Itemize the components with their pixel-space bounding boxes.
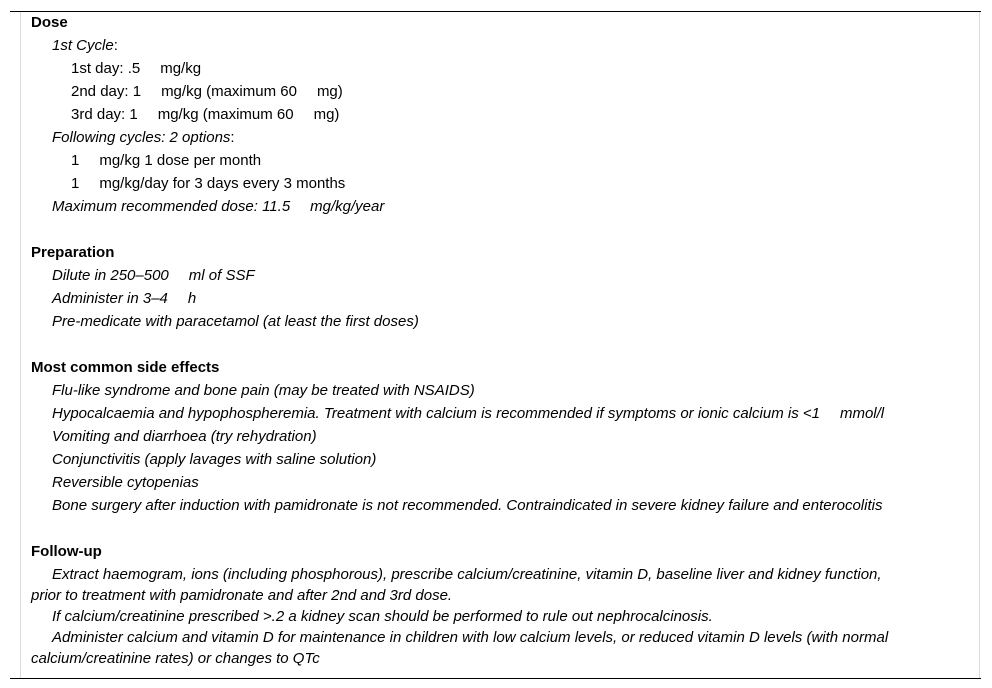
option1-dose: 1 [71,152,80,169]
day2-line [71,82,343,102]
administer-unit: h [187,290,197,307]
option1-text: mg/kg 1 dose per month [99,152,262,169]
administer-line [52,289,196,309]
option2-line [71,174,345,194]
extract-line-1: Extract haemogram, ions (including phosphorous), prescribe calcium/creatinine, vitamin D, baseline liver and kidney function, [52,566,882,583]
maintenance-line-1: Administer calcium and vitamin D for maintenance in children with low calcium levels, or reduced vitamin D levels (with normal [52,629,889,646]
following-cycles-label [52,128,235,148]
day2-max-unit: mg) [316,83,343,100]
first-cycle-label [52,36,118,56]
hypocalcaemia-line [52,404,884,424]
hypocalcaemia-text: Hypocalcaemia and hypophospheremia. Treatment with calcium is recommended if symptoms or ionic calcium is <1 [52,405,820,422]
side-effects-heading: Most common side effects [31,359,220,376]
administer-time: Administer in 3–4 [52,290,168,307]
max-dose-unit: mg/kg/year [310,198,385,215]
option2-text: mg/kg/day for 3 days every 3 months [99,175,346,192]
maintenance-line-2: calcium/creatinine rates) or changes to QTc [31,650,320,667]
preparation-heading: Preparation [31,244,115,261]
day3-line [71,105,339,125]
day1-line [71,59,201,79]
surgery-line: Bone surgery after induction with pamidronate is not recommended. Contraindicated in severe kidney failure and enterocolitis [52,497,883,514]
vomiting-line: Vomiting and diarrhoea (try rehydration) [52,428,317,445]
extract-line-2: prior to treatment with pamidronate and after 2nd and 3rd dose. [31,587,453,604]
day1-dose: 1st day: .5 [71,60,141,77]
dilute-unit: ml of SSF [188,267,255,284]
day1-unit: mg/kg [160,60,202,77]
day2-unit: mg/kg (maximum 60 [161,83,297,100]
cytopenias-line: Reversible cytopenias [52,474,199,491]
hypocalcaemia-unit: mmol/l [839,405,885,422]
dose-heading: Dose [31,14,68,31]
option2-dose: 1 [71,175,80,192]
flu-line: Flu-like syndrome and bone pain (may be treated with NSAIDS) [52,382,475,399]
following-cycles-colon: : [230,129,235,146]
following-cycles-text: Following cycles: 2 options [52,129,231,146]
max-dose-value: Maximum recommended dose: 11.5 [52,198,291,215]
conjunctivitis-line: Conjunctivitis (apply lavages with saline solution) [52,451,377,468]
day3-dose: 3rd day: 1 [71,106,138,123]
premedicate-line: Pre-medicate with paracetamol (at least the first doses) [52,313,419,330]
option1-line [71,151,261,171]
first-cycle-text: 1st Cycle [52,37,114,54]
table-cell [20,12,980,678]
max-dose-line [52,197,384,217]
day3-max-unit: mg) [313,106,340,123]
day3-unit: mg/kg (maximum 60 [157,106,294,123]
first-cycle-colon: : [113,37,118,54]
dosage-table [10,11,981,679]
dilute-line [52,266,255,286]
followup-heading: Follow-up [31,543,102,560]
day2-dose: 2nd day: 1 [71,83,142,100]
dilute-volume: Dilute in 250–500 [52,267,169,284]
nephrocalcinosis-line: If calcium/creatinine prescribed >.2 a kidney scan should be performed to rule out nephrocalcinosis. [52,608,713,625]
